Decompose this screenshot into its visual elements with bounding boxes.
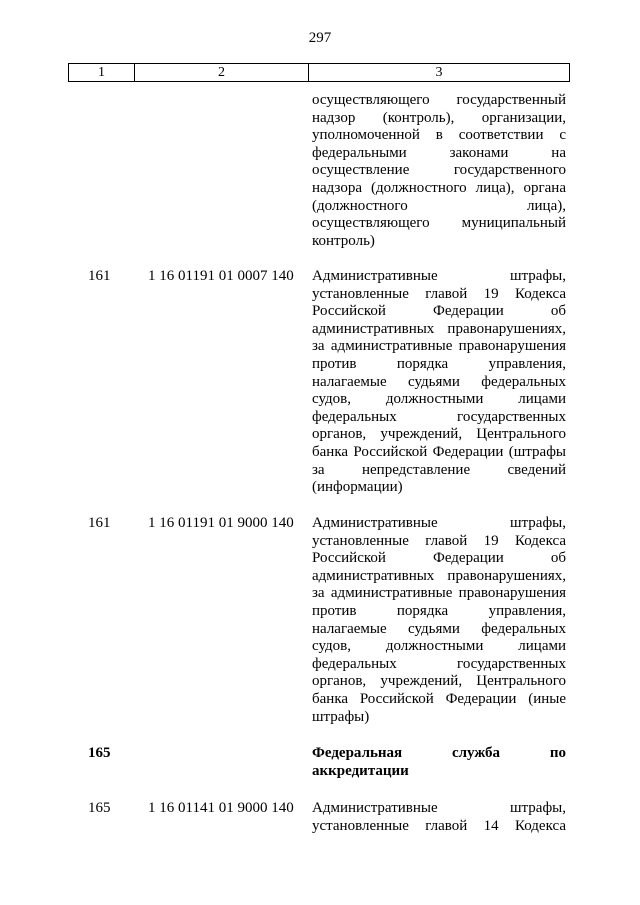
text-line: надзор (контроль), организации, xyxy=(312,109,566,126)
text-line: налагаемые судьями федеральных xyxy=(312,620,566,637)
row-code: 1 16 01141 01 9000 140 xyxy=(148,800,294,816)
table-header xyxy=(68,63,570,82)
header-col-1: 1 xyxy=(69,64,135,81)
text-line: федеральными законами на xyxy=(312,144,566,161)
row-number: 161 xyxy=(88,515,111,531)
text-line: органов, учреждений, Центрального xyxy=(312,673,566,690)
row-description xyxy=(312,515,566,726)
row-code: 1 16 01191 01 9000 140 xyxy=(148,515,294,531)
text-line: установленные главой 19 Кодекса xyxy=(312,532,566,549)
text-line: Федеральная служба по xyxy=(312,745,566,761)
text-line: за непредставление сведений xyxy=(312,461,566,478)
text-line: Российской Федерации об xyxy=(312,550,566,567)
text-line: налагаемые судьями федеральных xyxy=(312,373,566,390)
text-line: (должностного лица), xyxy=(312,197,566,214)
row-description xyxy=(312,268,566,497)
text-line: (информации) xyxy=(312,479,403,496)
text-line: Административные штрафы, xyxy=(312,268,566,284)
text-line: против порядка управления, xyxy=(312,602,566,619)
text-line: контроль) xyxy=(312,232,375,249)
row-description xyxy=(312,800,566,835)
text-line: осуществляющего государственный xyxy=(312,92,566,108)
text-line: банка Российской Федерации (иные xyxy=(312,690,566,707)
row-number: 165 xyxy=(88,745,111,761)
text-line: аккредитации xyxy=(312,762,409,779)
text-line: судов, должностными лицами xyxy=(312,638,566,655)
text-line: Российской Федерации об xyxy=(312,303,566,320)
text-line: штрафы) xyxy=(312,708,370,725)
row-code: 1 16 01191 01 0007 140 xyxy=(148,268,294,284)
text-line: установленные главой 19 Кодекса xyxy=(312,285,566,302)
text-line: административных правонарушениях, xyxy=(312,320,566,337)
row-number: 165 xyxy=(88,800,111,816)
text-line: банка Российской Федерации (штрафы xyxy=(312,443,566,460)
text-line: федеральных государственных xyxy=(312,408,566,425)
text-line: федеральных государственных xyxy=(312,655,566,672)
row-description xyxy=(312,92,566,250)
text-line: административных правонарушениях, xyxy=(312,567,566,584)
text-line: за административные правонарушения xyxy=(312,585,566,602)
text-line: осуществляющего муниципальный xyxy=(312,215,566,232)
text-line: осуществление государственного xyxy=(312,162,566,179)
text-line: против порядка управления, xyxy=(312,355,566,372)
text-line: Административные штрафы, xyxy=(312,800,566,816)
text-line: Административные штрафы, xyxy=(312,515,566,531)
header-col-3: 3 xyxy=(435,65,443,80)
text-line: уполномоченной в соответствии с xyxy=(312,127,566,144)
text-line: надзора (должностного лица), органа xyxy=(312,179,566,196)
text-line: за административные правонарушения xyxy=(312,338,566,355)
text-line: органов, учреждений, Центрального xyxy=(312,426,566,443)
row-description xyxy=(312,745,566,780)
page-number: 297 xyxy=(308,30,332,46)
text-line: установленные главой 14 Кодекса xyxy=(312,817,566,834)
header-col-2: 2 xyxy=(135,64,309,81)
row-number: 161 xyxy=(88,268,111,284)
text-line: судов, должностными лицами xyxy=(312,391,566,408)
